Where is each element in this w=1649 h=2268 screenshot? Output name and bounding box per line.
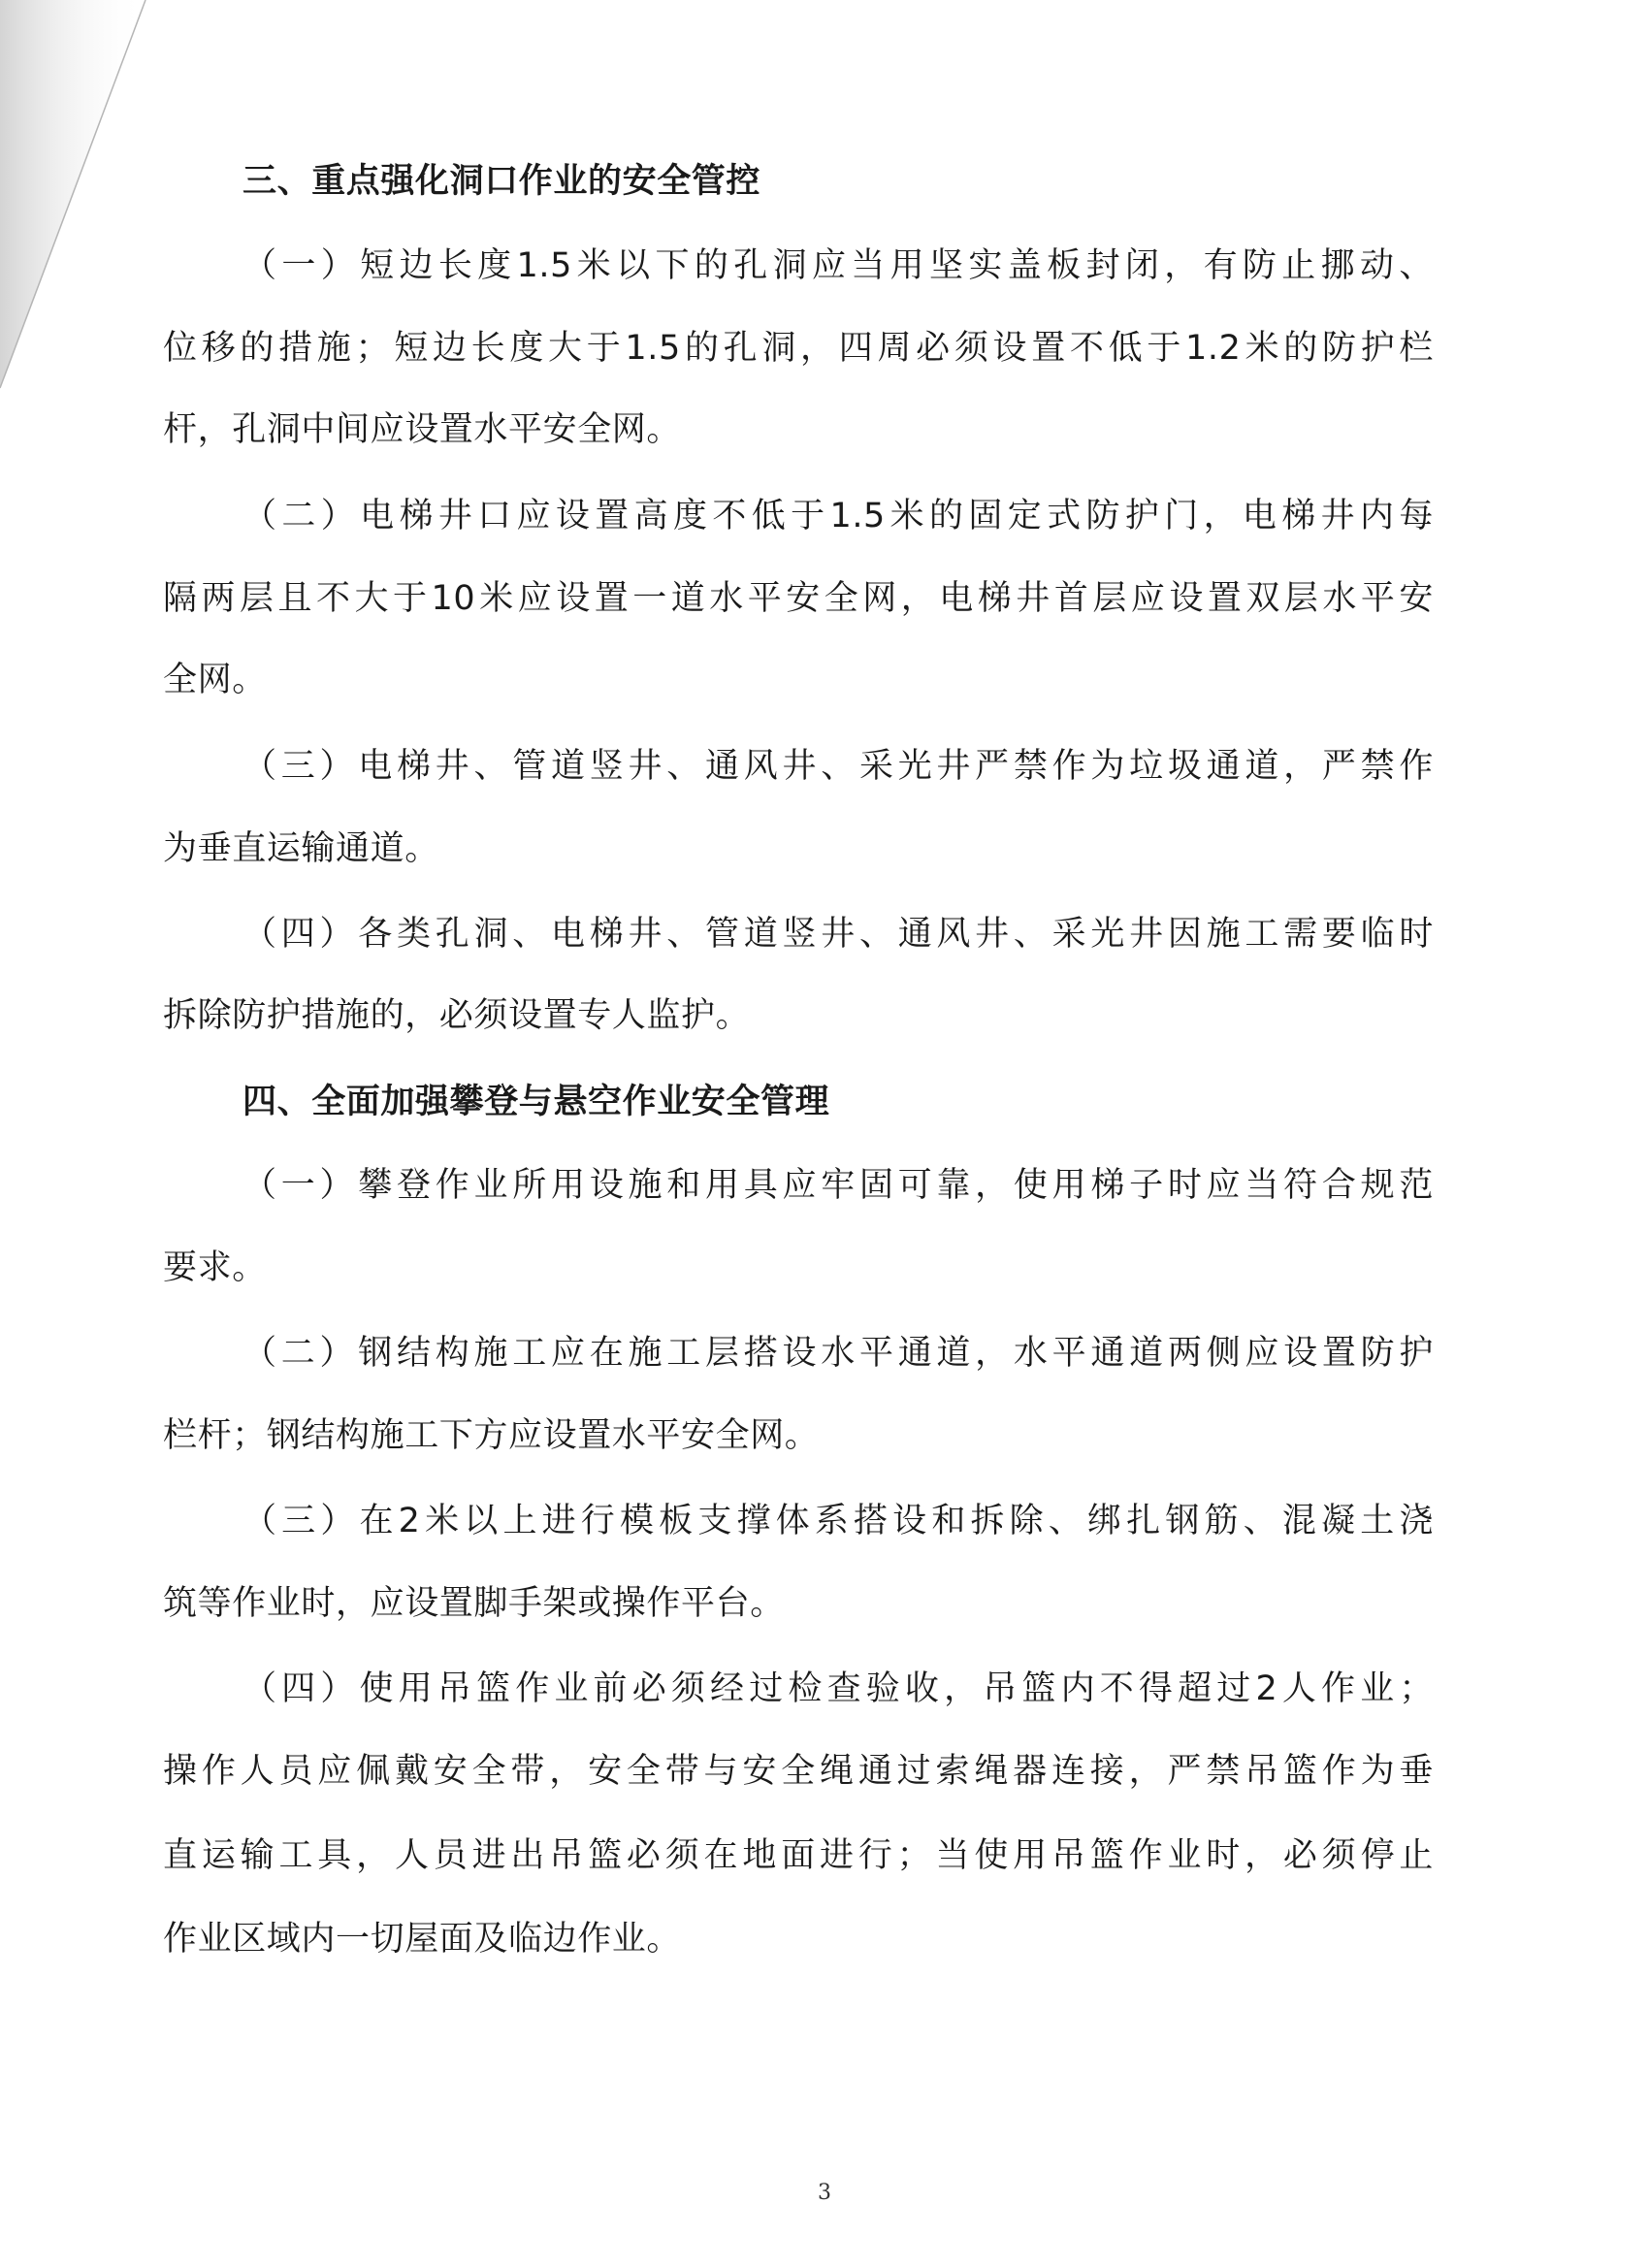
- paragraph-line: （二）钢结构施工应在施工层搭设水平通道，水平通道两侧应设置防护: [242, 1334, 1434, 1373]
- section-heading-4: 四、全面加强攀登与悬空作业安全管理: [242, 1083, 830, 1121]
- paragraph-line: 要求。: [163, 1248, 267, 1287]
- paragraph-line: 杆，孔洞中间应设置水平安全网。: [163, 410, 682, 449]
- paragraph-line: （三）电梯井、管道竖井、通风井、采光井严禁作为垃圾通道，严禁作: [242, 747, 1434, 786]
- paragraph-line: 拆除防护措施的，必须设置专人监护。: [163, 996, 751, 1035]
- page-number: 3: [818, 2181, 831, 2205]
- paragraph-line: （四）各类孔洞、电梯井、管道竖井、通风井、采光井因施工需要临时: [242, 915, 1434, 954]
- paragraph-line: 为垂直运输通道。: [163, 829, 439, 868]
- paragraph-line: （三）在2米以上进行模板支撑体系搭设和拆除、绑扎钢筋、混凝土浇: [242, 1502, 1434, 1540]
- paragraph-line: 直运输工具，人员进出吊篮必须在地面进行；当使用吊篮作业时，必须停止: [163, 1836, 1434, 1875]
- paragraph-line: 作业区域内一切屋面及临边作业。: [163, 1920, 682, 1959]
- paragraph-line: 全网。: [163, 661, 267, 699]
- scan-edge-shadow: [0, 0, 165, 407]
- paragraph-line: 隔两层且不大于10米应设置一道水平安全网，电梯井首层应设置双层水平安: [163, 579, 1434, 618]
- paragraph-line: 栏杆；钢结构施工下方应设置水平安全网。: [163, 1416, 820, 1455]
- paragraph-line: （一）攀登作业所用设施和用具应牢固可靠，使用梯子时应当符合规范: [242, 1166, 1434, 1205]
- paragraph-line: （二）电梯井口应设置高度不低于1.5米的固定式防护门，电梯井内每: [242, 497, 1434, 535]
- paragraph-line: （四）使用吊篮作业前必须经过检查验收，吊篮内不得超过2人作业；: [242, 1669, 1434, 1708]
- paragraph-line: 操作人员应佩戴安全带，安全带与安全绳通过索绳器连接，严禁吊篮作为垂: [163, 1752, 1434, 1791]
- paragraph-line: （一）短边长度1.5米以下的孔洞应当用坚实盖板封闭，有防止挪动、: [242, 246, 1434, 285]
- paragraph-line: 筑等作业时，应设置脚手架或操作平台。: [163, 1584, 785, 1623]
- paragraph-line: 位移的措施；短边长度大于1.5的孔洞，四周必须设置不低于1.2米的防护栏: [163, 329, 1434, 368]
- section-heading-3: 三、重点强化洞口作业的安全管控: [242, 162, 761, 201]
